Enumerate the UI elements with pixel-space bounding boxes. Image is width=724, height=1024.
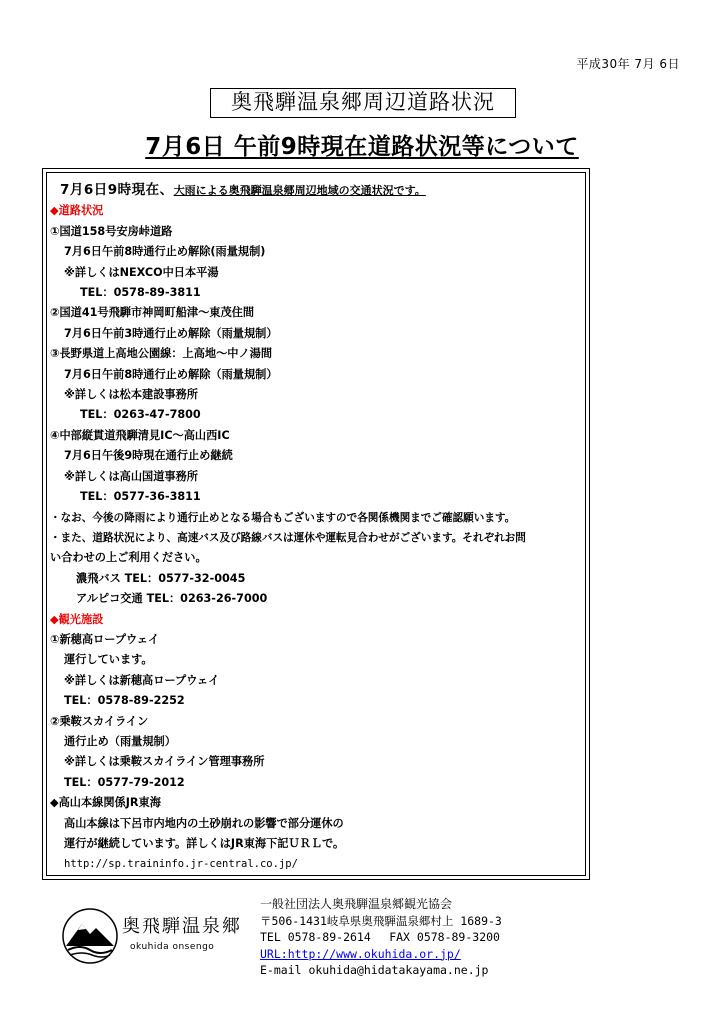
footer-address: 〒506-1431岐阜県奥飛騨温泉郷村上 1689-3 [260, 913, 502, 928]
footer-phone: TEL 0578-89-2614 FAX 0578-89-3200 [260, 930, 500, 944]
tour-1-ref: ※詳しくは新穂高ロープウェイ [64, 673, 220, 687]
rail-heading: ◆高山本線関係JR東海 [50, 796, 161, 810]
road-3-title: ③長野県道上高地公園線：上高地～中ノ湯間 [50, 347, 273, 361]
note-2a: ・また、道路状況により、高速バス及び路線バスは運休や運転見合わせがございます。それぞれお問 [50, 531, 526, 544]
road-3-tel: TEL：0263-47-7800 [80, 408, 201, 422]
road-1-tel: TEL：0578-89-3811 [80, 286, 201, 300]
content-body [50, 180, 582, 875]
lead-line [50, 180, 582, 201]
title-box: 奥飛騨温泉郷周辺道路状況 [210, 88, 516, 118]
tour-1-title: ①新穂高ロープウェイ [50, 632, 160, 646]
tour-2-status: 通行止め（雨量規制） [64, 734, 176, 748]
tour-2-ref: ※詳しくは乗鞍スカイライン管理事務所 [64, 755, 265, 769]
footer-email: E-mail okuhida@hidatakayama.ne.jp [260, 963, 489, 977]
road-1-status: 7月6日午前8時通行止め解除(雨量規制) [64, 245, 266, 259]
lead-text: 大雨による奥飛騨温泉郷周辺地域の交通状況です。 [173, 184, 426, 197]
road-3-ref: ※詳しくは松本建設事務所 [64, 388, 198, 402]
page-title-text: 7月6日 午前9時現在道路状況等について [145, 134, 579, 160]
bus-2: アルピコ交通 TEL：0263-26-7000 [76, 592, 268, 606]
logo-subtext: okuhida onsengo [130, 942, 215, 952]
bus-1: 濃飛バス TEL：0577-32-0045 [76, 571, 246, 585]
lead-time: 7月6日9時現在、 [60, 182, 174, 198]
logo [60, 906, 240, 968]
road-1-title: ①国道158号安房峠道路 [50, 224, 173, 238]
note-2b: い合わせの上ご利用ください。 [50, 551, 207, 565]
note-1: ・なお、今後の降雨により通行止めとなる場合もございますので各関係機関までご確認願います。 [50, 511, 516, 524]
road-4-ref: ※詳しくは高山国道事務所 [64, 469, 198, 483]
page-title [0, 128, 724, 161]
tour-2-title: ②乗鞍スカイライン [50, 714, 149, 728]
mountain-logo-icon [60, 906, 120, 966]
tour-1-status: 運行しています。 [64, 653, 153, 667]
logo-text: 奥飛騨温泉郷 [122, 916, 242, 937]
tour-heading: ◆観光施設 [50, 612, 104, 626]
rail-line-2: 運行が継続しています。詳しくはJR東海下記ＵＲＬで。 [64, 837, 345, 850]
footer [260, 896, 502, 979]
road-4-tel: TEL：0577-36-3811 [80, 490, 201, 504]
tour-1-tel: TEL：0578-89-2252 [64, 694, 185, 708]
road-2-status: 7月6日午前3時通行止め解除（雨量規制） [64, 326, 278, 340]
tour-2-tel: TEL：0577-79-2012 [64, 775, 185, 789]
rail-url[interactable]: http://sp.traininfo.jr-central.co.jp/ [64, 858, 298, 871]
road-4-status: 7月6日午後9時現在通行止め継続 [64, 449, 233, 463]
footer-org: 一般社団法人奥飛騨温泉郷観光協会 [260, 897, 453, 911]
road-2-title: ②国道41号飛騨市神岡町船津～東茂住間 [50, 306, 255, 320]
document-date: 平成30年 7月 6日 [576, 57, 680, 71]
rail-line-1: 高山本線は下呂市内地内の土砂崩れの影響で部分運休の [64, 816, 344, 830]
road-4-title: ④中部縦貫道飛騨清見IC～高山西IC [50, 428, 230, 442]
footer-url[interactable]: URL:http://www.okuhida.or.jp/ [260, 946, 461, 961]
road-3-status: 7月6日午前8時通行止め解除（雨量規制） [64, 367, 278, 381]
road-1-ref: ※詳しくはNEXCO中日本平湯 [64, 265, 219, 279]
road-heading: ◆道路状況 [50, 204, 104, 218]
